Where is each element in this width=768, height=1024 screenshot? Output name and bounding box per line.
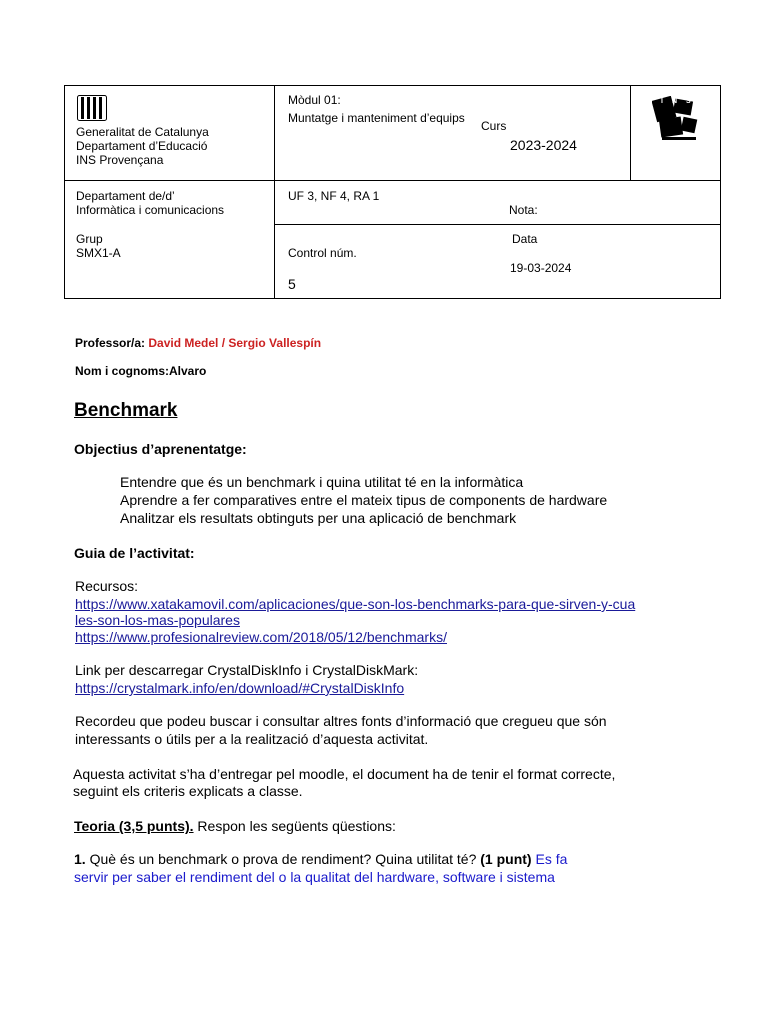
professor-label: Professor/a: [75, 336, 149, 350]
logo-lettering: INS [661, 98, 700, 105]
guide-heading: Guia de l’activitat: [74, 545, 195, 561]
data-label: Data [512, 232, 538, 246]
question-1-number: 1. [74, 851, 86, 867]
modul-name: Muntatge i manteniment d’equips [288, 111, 465, 125]
download-label: Link per descarregar CrystalDiskInfo i CrystalDiskMark: [75, 662, 419, 678]
dept-name: Informàtica i comunicacions [76, 203, 225, 217]
question-1-answer-start: Es fa [531, 851, 568, 867]
header-divider-row1 [64, 180, 721, 181]
org-line1: Generalitat de Catalunya [76, 125, 209, 139]
theory-line [74, 818, 396, 834]
modul-label: Mòdul 01: [288, 93, 341, 107]
resources-label: Recursos: [75, 578, 139, 594]
question-1-points: (1 punt) [480, 851, 532, 867]
header-divider-col1 [274, 85, 275, 299]
nota-label: Nota: [509, 203, 538, 217]
objectives-heading: Objectius d’aprenentatge: [74, 441, 247, 457]
professor-line [75, 336, 321, 350]
data-value: 19-03-2024 [510, 261, 572, 275]
org-line3: INS Provençana [76, 153, 164, 167]
curs-value: 2023-2024 [510, 137, 577, 153]
objective-item: Aprendre a fer comparatives entre el mateix tipus de components de hardware [120, 492, 608, 508]
question-1-answer: servir per saber el rendiment del o la qualitat del hardware, software i sistema [74, 869, 555, 885]
objective-item: Analitzar els resultats obtinguts per una aplicació de benchmark [120, 510, 517, 526]
question-1-text: Què és un benchmark o prova de rendiment? Quina utilitat té? [85, 851, 481, 867]
uf-text: UF 3, NF 4, RA 1 [288, 189, 380, 203]
remember-text-1: Recordeu que podeu buscar i consultar altres fonts d’informació que cregueu que són [75, 713, 607, 729]
header-divider-row2 [274, 224, 721, 225]
objective-item: Entendre que és un benchmark i quina utilitat té en la informàtica [120, 474, 524, 490]
professor-names: David Medel / Sergio Vallespín [148, 336, 322, 350]
question-1-line [74, 851, 567, 867]
theory-heading: Teoria (3,5 punts). [74, 818, 194, 834]
grup-value: SMX1-A [76, 246, 121, 260]
control-label: Control núm. [288, 246, 357, 260]
theory-instruction: Respon les següents qüestions: [193, 818, 396, 834]
deliver-text-2: seguint els criteris explicats a classe. [73, 783, 303, 799]
remember-text-2: interessants o útils per a la realització d’aquesta activitat. [75, 731, 429, 747]
resource-link-1[interactable]: https://www.xatakamovil.com/aplicaciones/que-son-los-benchmarks-para-que-sirven-y-cua [75, 596, 636, 612]
page-title: Benchmark [74, 400, 178, 421]
curs-label: Curs [481, 119, 507, 133]
generalitat-emblem-icon [77, 95, 107, 121]
dept-label: Departament de/d’ [76, 189, 175, 203]
org-line2: Departament d’Educació [76, 139, 208, 153]
control-value: 5 [288, 276, 296, 292]
grup-label: Grup [76, 232, 103, 246]
download-link[interactable]: https://crystalmark.info/en/download/#CrystalDiskInfo [75, 680, 405, 696]
resource-link-1-cont[interactable]: les-son-los-mas-populares [75, 612, 240, 628]
resource-link-2[interactable]: https://www.profesionalreview.com/2018/05/12/benchmarks/ [75, 629, 447, 645]
student-name: Nom i cognoms:Alvaro [75, 364, 207, 378]
header-divider-col2 [630, 85, 631, 181]
deliver-text-1: Aquesta activitat s’ha d’entregar pel moodle, el document ha de tenir el format correcte, [73, 766, 616, 782]
